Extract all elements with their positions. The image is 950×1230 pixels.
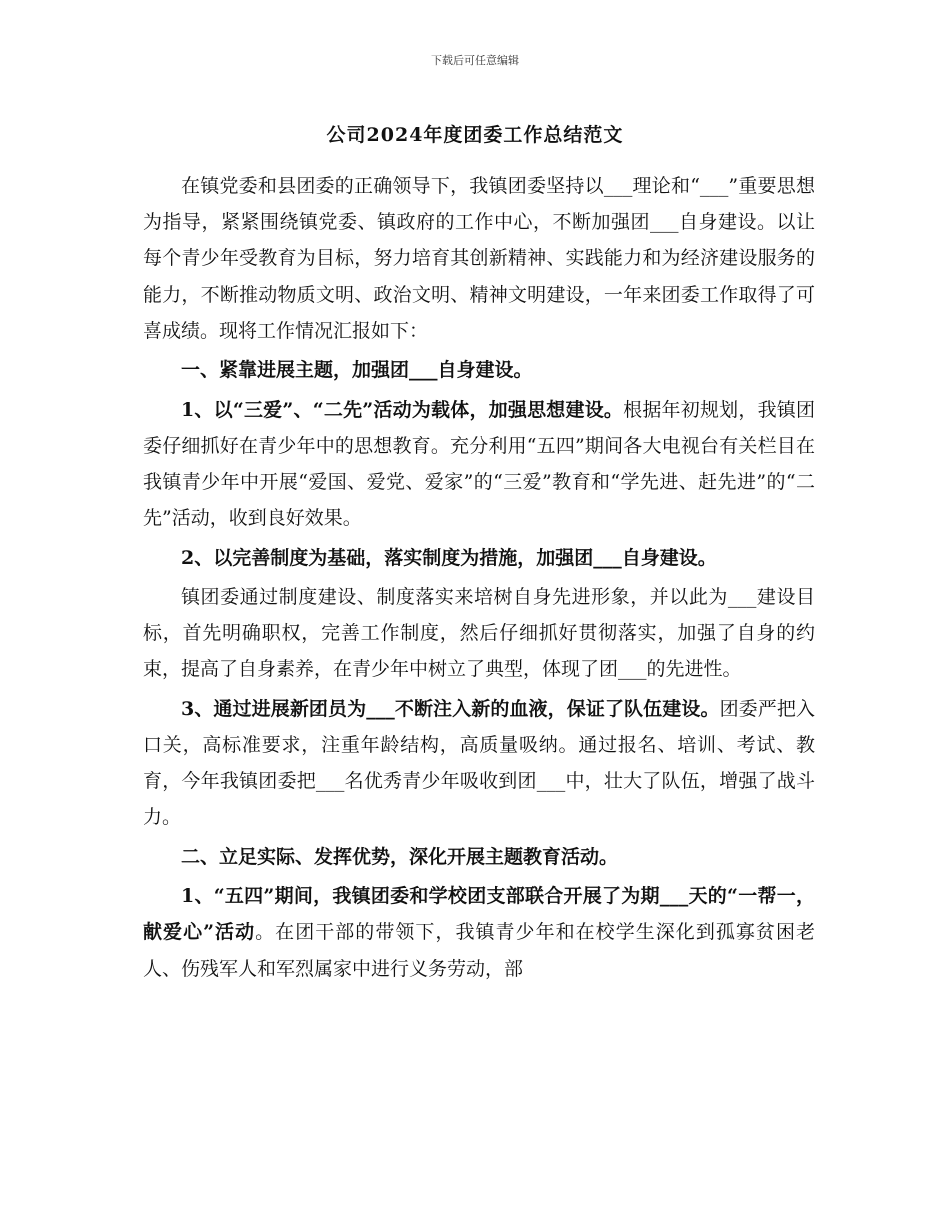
item-lead: 1、“五四”期间，我镇团委和学校团支部联合开展了为期___天的“一帮一，献爱心”活动	[143, 885, 815, 944]
paragraph-text: 在镇党委和县团委的正确领导下，我镇团委坚持以___理论和“___”重要思想为指导，紧紧围绕镇党委、镇政府的工作中心，不断加强团___自身建设。以让每个青少年受教育为目标，努力培育其创新精神、实践能力和为经济建设服务的能力，不断推动物质文明、政治文明、精神文明建设，一年来团委工作取得了可喜成绩。现将工作情况汇报如下：	[143, 175, 815, 342]
heading-text: 二、立足实际、发挥优势，深化开展主题教育活动。	[181, 845, 619, 868]
paragraph-intro	[143, 168, 815, 349]
paragraph-item-2	[143, 540, 815, 576]
document-title: 公司2024年度团委工作总结范文	[326, 124, 624, 146]
item-lead: 1、以“三爱”、“二先”活动为载体，加强思想建设。	[181, 398, 624, 421]
paragraph-text: 。在团干部的带领下，我镇青少年和在校学生深化到孤寡贫困老人、伤残军人和军烈属家中进行义务劳动，部	[143, 921, 815, 980]
paragraph-text: 镇团委通过制度建设、制度落实来培树自身先进形象，并以此为___建设目标，首先明确职权，完善工作制度，然后仔细抓好贯彻落实，加强了自身的约束，提高了自身素养，在青少年中树立了典型，体现了团___的先进性。	[143, 585, 815, 681]
paragraph-item-4	[143, 878, 815, 987]
paragraph-item-3	[143, 691, 815, 836]
document-body	[143, 168, 815, 987]
paragraph-text: 根据年初规划，我镇团委仔细抓好在青少年中的思想教育。充分利用“五四”期间各大电视台有关栏目在我镇青少年中开展“爱国、爱党、爱家”的“三爱”教育和“学先进、赶先进”的“二先”活动，收到良好效果。	[143, 398, 815, 530]
item-lead: 3、通过进展新团员为___不断注入新的血液，保证了队伍建设。	[181, 697, 720, 720]
paragraph-item-2-body	[143, 579, 815, 688]
page-header-note: 下载后可任意编辑	[431, 54, 519, 67]
heading-text: 一、紧靠进展主题，加强团___自身建设。	[181, 359, 533, 382]
paragraph-item-1	[143, 392, 815, 537]
item-lead: 2、以完善制度为基础，落实制度为措施，加强团___自身建设。	[181, 546, 717, 569]
section-heading-1	[143, 352, 815, 388]
section-heading-2	[143, 839, 815, 875]
paragraph-text: 团委严把入口关，高标准要求，注重年龄结构，高质量吸纳。通过报名、培训、考试、教育，今年我镇团委把___名优秀青少年吸收到团___中，壮大了队伍，增强了战斗力。	[143, 697, 815, 829]
